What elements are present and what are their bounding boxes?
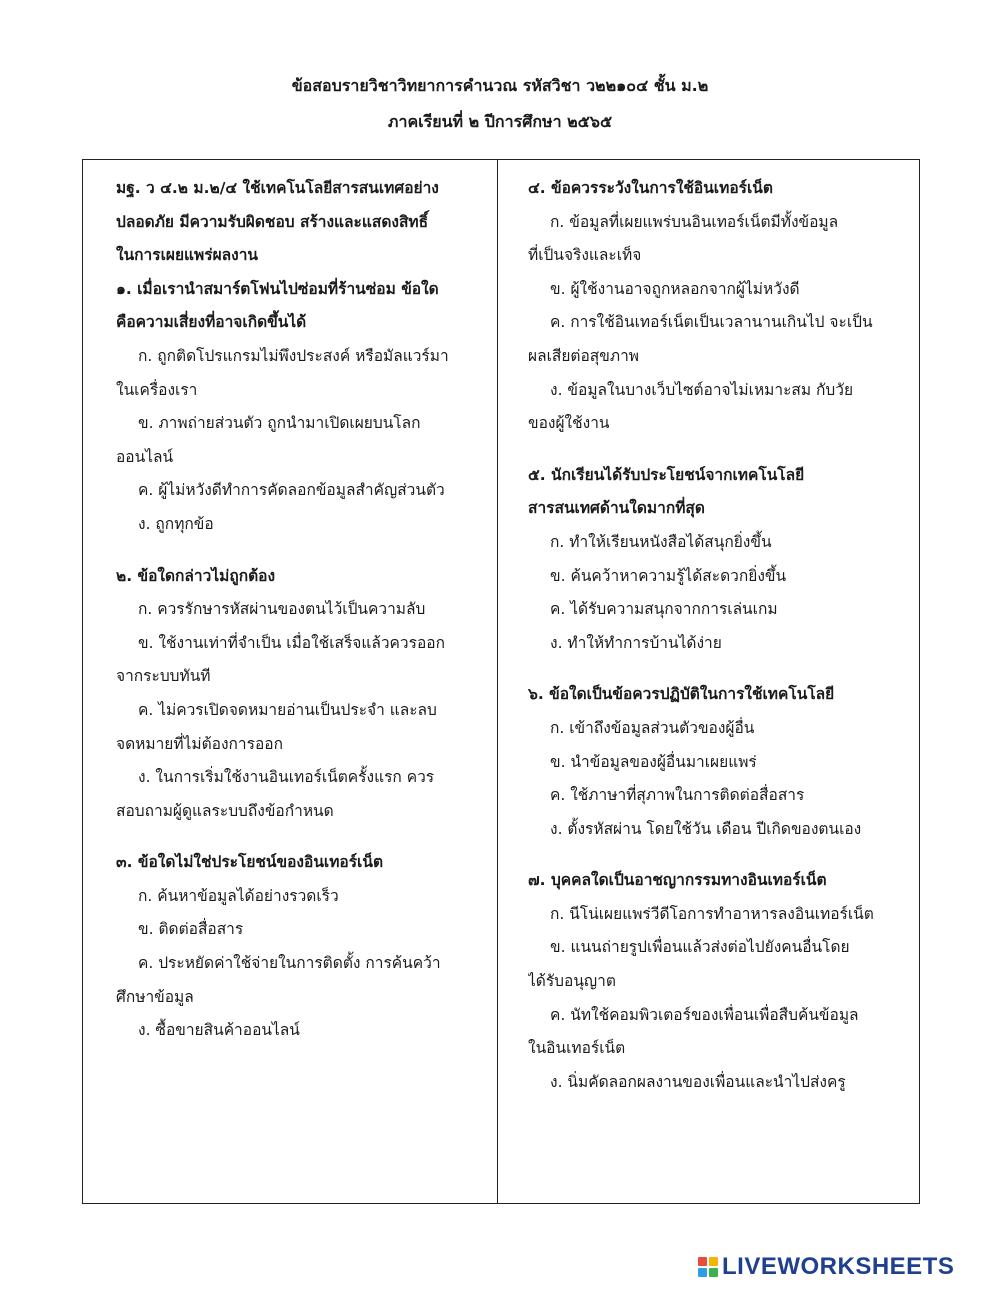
q7-option-c-cont: ในอินเทอร์เน็ต <box>528 1039 626 1058</box>
q6-question: ๖. ข้อใดเป็นข้อควรปฏิบัติในการใช้เทคโนโลยี <box>528 685 835 704</box>
column-divider <box>497 159 498 1204</box>
q3-question: ๓. ข้อใดไม่ใช่ประโยชน์ของอินเทอร์เน็ต <box>116 853 384 872</box>
q5-option-c[interactable]: ค. ได้รับความสนุกจากการเล่นเกม <box>550 600 778 619</box>
logo-square-green <box>709 1268 718 1277</box>
q5-option-d[interactable]: ง. ทำให้ทำการบ้านได้ง่าย <box>550 633 722 652</box>
q2-option-c[interactable]: ค. ไม่ควรเปิดจดหมายอ่านเป็นประจำ และลบ <box>138 700 437 719</box>
q5-option-b[interactable]: ข. ค้นคว้าหาความรู้ได้สะดวกยิ่งขึ้น <box>550 566 787 585</box>
left-column <box>116 172 478 1048</box>
exam-title: ข้อสอบรายวิชาวิทยาการคำนวณ รหัสวิชา ว๒๒๑๐๔ ชั้น ม.๒ <box>291 76 709 95</box>
q2-option-a[interactable]: ก. ควรรักษารหัสผ่านของตนไว้เป็นความลับ <box>138 600 426 619</box>
q2-option-d-cont: สอบถามผู้ดูแลระบบถึงข้อกำหนด <box>116 801 334 820</box>
q5-option-a[interactable]: ก. ทำให้เรียนหนังสือได้สนุกยิ่งขึ้น <box>550 532 772 551</box>
q2-question: ๒. ข้อใดกล่าวไม่ถูกต้อง <box>116 566 276 585</box>
standard-line-2: ปลอดภัย มีความรับผิดชอบ สร้างและแสดงสิทธิ์ <box>116 212 429 231</box>
q1-option-a[interactable]: ก. ถูกติดโปรแกรมไม่พึงประสงค์ หรือมัลแวร์มา <box>138 346 449 365</box>
q7-option-a[interactable]: ก. นีโน่เผยแพร่วีดีโอการทำอาหารลงอินเทอร์เน็ต <box>550 904 874 923</box>
logo-square-blue <box>698 1268 707 1277</box>
q7-option-d[interactable]: ง. นิ่มคัดลอกผลงานของเพื่อนและนำไปส่งครู <box>550 1072 846 1091</box>
exam-subtitle: ภาคเรียนที่ ๒ ปีการศึกษา ๒๕๖๕ <box>387 112 613 131</box>
standard-line-3: ในการเผยแพร่ผลงาน <box>116 246 259 265</box>
q4-option-a[interactable]: ก. ข้อมูลที่เผยแพร่บนอินเทอร์เน็ตมีทั้งข้อมูล <box>550 212 839 231</box>
liveworksheets-logo <box>698 1252 993 1282</box>
q4-option-b[interactable]: ข. ผู้ใช้งานอาจถูกหลอกจากผู้ไม่หวังดี <box>550 279 800 298</box>
q3-option-a[interactable]: ก. ค้นหาข้อมูลได้อย่างรวดเร็ว <box>138 886 339 905</box>
logo-square-red <box>698 1257 707 1266</box>
q3-option-c[interactable]: ค. ประหยัดค่าใช้จ่ายในการติดตั้ง การค้นคว้า <box>138 954 441 973</box>
logo-squares-icon <box>698 1257 718 1277</box>
q7-question: ๗. บุคคลใดเป็นอาชญากรรมทางอินเทอร์เน็ต <box>528 871 827 890</box>
q1-option-c[interactable]: ค. ผู้ไม่หวังดีทำการคัดลอกข้อมูลสำคัญส่วนตัว <box>138 481 445 500</box>
q4-option-c-cont: ผลเสียต่อสุขภาพ <box>528 346 639 365</box>
q6-option-b[interactable]: ข. นำข้อมูลของผู้อื่นมาเผยแพร่ <box>550 752 757 771</box>
q4-option-d-cont: ของผู้ใช้งาน <box>528 414 610 433</box>
q1-option-a-cont: ในเครื่องเรา <box>116 380 198 399</box>
q6-option-a[interactable]: ก. เข้าถึงข้อมูลส่วนตัวของผู้อื่น <box>550 718 755 737</box>
q6-option-d[interactable]: ง. ตั้งรหัสผ่าน โดยใช้วัน เดือน ปีเกิดของตนเอง <box>550 819 862 838</box>
q4-option-c[interactable]: ค. การใช้อินเทอร์เน็ตเป็นเวลานานเกินไป จะเป็น <box>550 313 873 332</box>
q3-option-d[interactable]: ง. ซื้อขายสินค้าออนไลน์ <box>138 1021 300 1040</box>
q7-option-b-cont: ได้รับอนุญาต <box>528 972 616 991</box>
q2-option-c-cont: จดหมายที่ไม่ต้องการออก <box>116 734 283 753</box>
logo-text: LIVEWORKSHEETS <box>722 1253 955 1280</box>
q7-option-b[interactable]: ข. แนนถ่ายรูปเพื่อนแล้วส่งต่อไปยังคนอื่นโดย <box>550 938 850 957</box>
q5-question-line-2: สารสนเทศด้านใดมากที่สุด <box>528 499 705 518</box>
q2-option-d[interactable]: ง. ในการเริ่มใช้งานอินเทอร์เน็ตครั้งแรก ควร <box>138 768 435 787</box>
standard-line-1: มฐ. ว ๔.๒ ม.๒/๔ ใช้เทคโนโลยีสารสนเทศอย่าง <box>116 179 439 197</box>
logo-square-yellow <box>709 1257 718 1266</box>
q3-option-b[interactable]: ข. ติดต่อสื่อสาร <box>138 920 244 939</box>
q1-option-d[interactable]: ง. ถูกทุกข้อ <box>138 514 214 533</box>
q2-option-b[interactable]: ข. ใช้งานเท่าที่จำเป็น เมื่อใช้เสร็จแล้วควรออก <box>138 633 445 652</box>
q6-option-c[interactable]: ค. ใช้ภาษาที่สุภาพในการติดต่อสื่อสาร <box>550 786 805 805</box>
q4-option-d[interactable]: ง. ข้อมูลในบางเว็บไซต์อาจไม่เหมาะสม กับวัย <box>550 380 854 399</box>
q1-question-line-2: คือความเสี่ยงที่อาจเกิดขึ้นได้ <box>116 313 307 332</box>
q7-option-c[interactable]: ค. นัทใช้คอมพิวเตอร์ของเพื่อนเพื่อสืบค้นข้อมูล <box>550 1005 859 1024</box>
q5-question-line-1: ๕. นักเรียนได้รับประโยชน์จากเทคโนโลยี <box>528 465 805 484</box>
right-column <box>528 172 896 1099</box>
q3-option-c-cont: ศึกษาข้อมูล <box>116 987 194 1006</box>
q1-option-b-cont: ออนไลน์ <box>116 447 174 466</box>
q2-option-b-cont: จากระบบทันที <box>116 667 211 686</box>
q4-option-a-cont: ที่เป็นจริงและเท็จ <box>528 246 642 265</box>
q1-option-b[interactable]: ข. ภาพถ่ายส่วนตัว ถูกนำมาเปิดเผยบนโลก <box>138 414 421 433</box>
q4-question: ๔. ข้อควรระวังในการใช้อินเทอร์เน็ต <box>528 179 773 197</box>
q1-question-line-1: ๑. เมื่อเรานำสมาร์ตโฟนไปซ่อมที่ร้านซ่อม ข้อใด <box>116 279 439 298</box>
